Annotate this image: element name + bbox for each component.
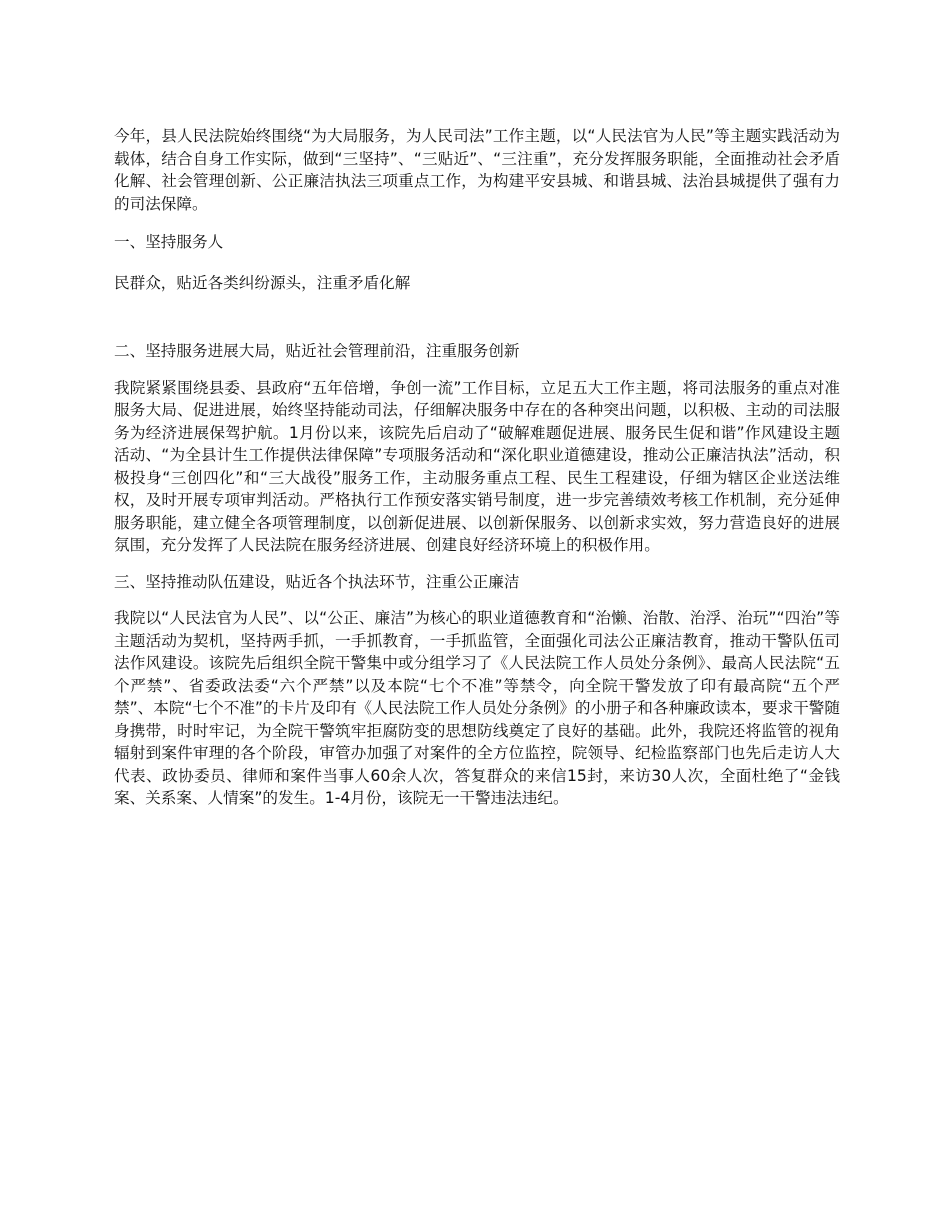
section1-heading: 一、坚持服务人	[114, 233, 224, 251]
section2-heading: 二、坚持服务进展大局，贴近社会管理前沿，注重服务创新	[114, 342, 520, 360]
section3-body: 我院以“人民法官为人民”、以“公正、廉洁”为核心的职业道德教育和“治懒、治散、治浮、治玩”“四治”等主题活动为契机，坚持两手抓，一手抓教育，一手抓监管，全面强化司法公正廉洁教育，推动干警队伍司法作风建设。该院先后组织全院干警集中或分组学习了《人民法院工作人员处分条例》、最高人民法院“五个严禁”、省委政法委“六个严禁”以及本院“七个不准”等禁令，向全院干警发放了印有最高院“五个严禁”、本院“七个不准”的卡片及印有《人民法院工作人员处分条例》的小册子和各种廉政读本，要求干警随身携带，时时牢记，为全院干警筑牢拒腐防变的思想防线奠定了良好的基础。此外，我院还将监管的视角辐射到案件审理的各个阶段，审管办加强了对案件的全方位监控，院领导、纪检监察部门也先后走访人大代表、政协委员、律师和案件当事人60余人次，答复群众的来信15封，来访30人次，全面杜绝了“金钱案、关系案、人情案”的发生。1-4月份，该院无一干警违法违纪。	[114, 609, 840, 807]
intro-paragraph: 今年，县人民法院始终围绕“为大局服务，为人民司法”工作主题，以“人民法官为人民”等主题实践活动为载体，结合自身工作实际，做到“三坚持”、“三贴近”、“三注重”，充分发挥服务职能，全面推动社会矛盾化解、社会管理创新、公正廉洁执法三项重点工作，为构建平安县城、和谐县城、法治县城提供了强有力的司法保障。	[114, 127, 840, 213]
document-page	[114, 125, 840, 810]
section3-heading: 三、坚持推动队伍建设，贴近各个执法环节，注重公正廉洁	[114, 572, 520, 591]
section2-body: 我院紧紧围绕县委、县政府“五年倍增，争创一流”工作目标，立足五大工作主题，将司法服务的重点对准服务大局、促进进展，始终坚持能动司法，仔细解决服务中存在的各种突出问题，以积极、主动的司法服务为经济进展保驾护航。1月份以来，该院先后启动了“破解难题促进展、服务民生促和谐”作风建设主题活动、“为全县计生工作提供法律保障”专项服务活动和“深化职业道德建设，推动公正廉洁执法”活动，积极投身“三创四化”和“三大战役”服务工作，主动服务重点工程、民生工程建设，仔细为辖区企业送法维权，及时开展专项审判活动。严格执行工作预安落实销号制度，进一步完善绩效考核工作机制，充分延伸服务职能，建立健全各项管理制度，以创新促进展、以创新保服务、以创新求实效，努力营造良好的进展氛围，充分发挥了人民法院在服务经济进展、创建良好经济环境上的积极作用。	[114, 378, 840, 554]
section1-continuation: 民群众，贴近各类纠纷源头，注重矛盾化解	[114, 273, 411, 292]
